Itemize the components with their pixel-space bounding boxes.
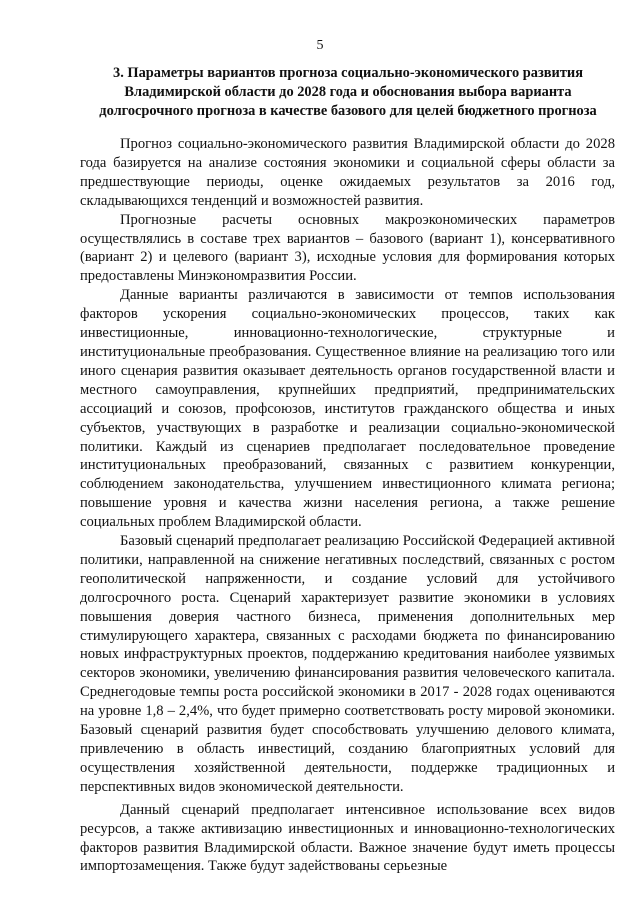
page-number: 5 [316, 38, 324, 53]
body-text [80, 135, 615, 876]
paragraph: Прогнозные расчеты основных макроэкономических параметров осуществлялись в составе трех вариантов – базового (вариант 1), консервативного (вариант 2) и целевого (вариант 3), исходные условия для формирования которых предоставлены Минэкономразвития России. [80, 211, 615, 285]
section-heading: 3. Параметры вариантов прогноза социально-экономического развития Владимирской области до 2028 года и обоснования выбора варианта долгосрочного прогноза в качестве базового для целей бюджетного прогноза [99, 65, 597, 119]
paragraph: Прогноз социально-экономического развития Владимирской области до 2028 года базируется на анализе состояния экономики и социальной сферы области за предшествующие периоды, оценке ожидаемых результатов за 2016 год, складывающихся тенденций и возможностей развития. [80, 136, 615, 209]
paragraph: Базовый сценарий предполагает реализацию Российской Федерацией активной политики, направленной на снижение негативных последствий, связанных с ростом геополитической напряженности, и создание условий для устойчивого долгосрочного роста. Сценарий характеризует развитие экономики в условиях повышения доверия частного бизнеса, применения дополнительных мер стимулирующего характера, связанных с расходами бюджета по финансированию новых инфраструктурных проектов, поддержанию кредитования наиболее уязвимых секторов экономики, увеличению финансирования развития человеческого капитала. Среднегодовые темпы роста российской экономики в 2017 - 2028 годах оцениваются на уровне 1,8 – 2,4%, что будет примерно соответствовать росту мировой экономики. Базовый сценарий развития будет способствовать улучшению делового климата, привлечению в область инвестиций, созданию благоприятных условий для осуществления хозяйственной деятельности, поддержке традиционных и перспективных видов экономической деятельности. [80, 533, 615, 795]
paragraph: Данный сценарий предполагает интенсивное использование всех видов ресурсов, а также активизацию инвестиционных и инновационно-технологических факторов развития Владимирской области. Важное значение будут иметь процессы импортозамещения. Также будут задействованы серьезные [80, 801, 615, 875]
paragraph: Данные варианты различаются в зависимости от темпов использования факторов ускорения социально-экономических процессов, таких как инвестиционные, инновационно-технологические, структурные и институциональные преобразования. Существенное влияние на реализацию того или иного сценария развития оказывает деятельность органов государственной власти и местного самоуправления, крупнейших предприятий, предпринимательских ассоциаций и союзов, профсоюзов, институтов гражданского общества и иных субъектов, участвующих в разработке и реализации социально-экономической политики. Каждый из сценариев предполагает последовательное проведение институциональных преобразований, связанных с развитием конкуренции, соблюдением законодательства, улучшением инвестиционного климата региона; повышение уровня и качества жизни населения региона, а также решение социальных проблем Владимирской области. [80, 287, 615, 531]
